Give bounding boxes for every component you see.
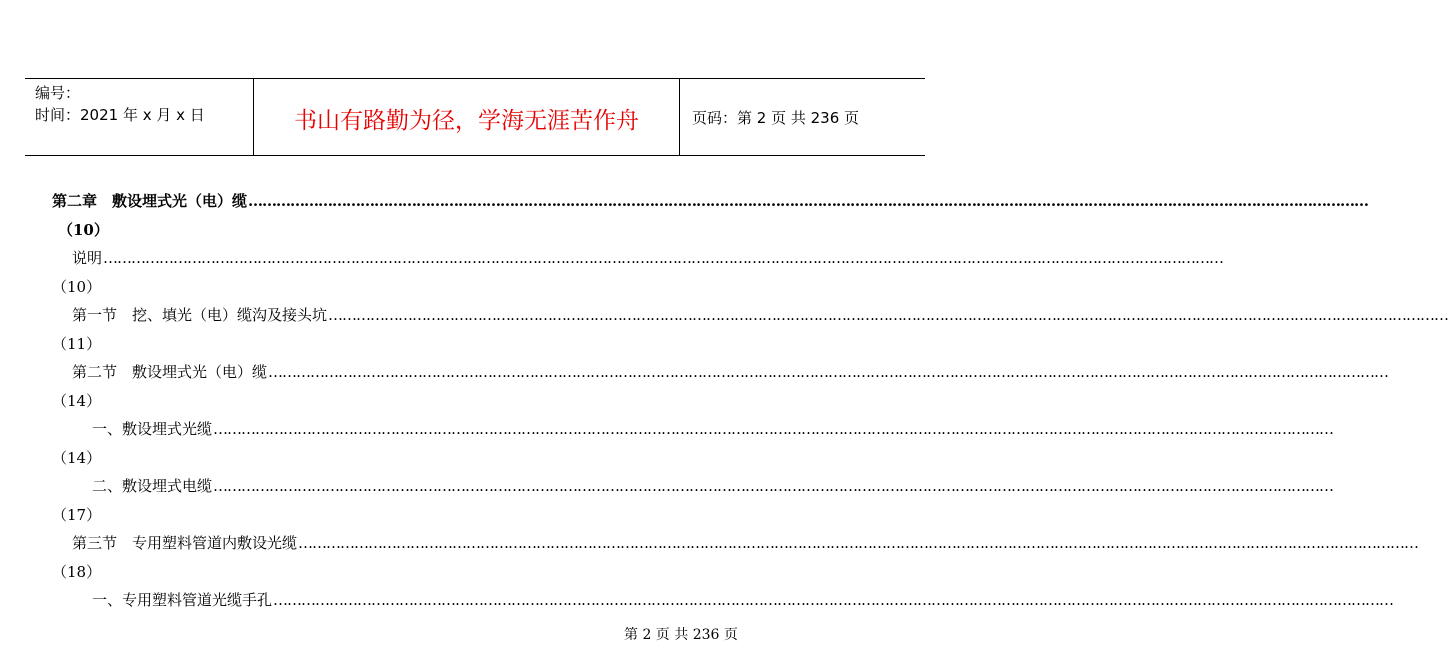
page-info-cell: [680, 79, 925, 155]
toc-leader-dots: ……………………………………………………………………………………………………………………………………………………………………………………………………………………: [273, 591, 1394, 609]
toc-leader-dots: ……………………………………………………………………………………………………………………………………………………………………………………………………………………: [268, 363, 1389, 381]
toc-entry: [52, 244, 1224, 273]
toc-title: 一、专用塑料管道光缆手孔: [92, 591, 273, 609]
toc-leader-dots: ……………………………………………………………………………………………………………………………………………………………………………………………………………………: [328, 306, 1448, 324]
toc-page-number: （17）: [52, 505, 102, 524]
toc-title: 第三节 专用塑料管道内敷设光缆: [72, 534, 298, 552]
toc-title: 第二章 敷设埋式光（电）缆: [52, 192, 248, 210]
page-info-text: 页码：第 2 页 共 236 页: [692, 108, 860, 127]
toc-leader-dots: ……………………………………………………………………………………………………………………………………………………………………………………………………………………: [213, 477, 1334, 495]
toc-page-number: （14）: [52, 448, 102, 467]
toc-entry: [52, 301, 1448, 330]
toc-title: 说明: [72, 249, 103, 267]
toc-title: 一、敷设埋式光缆: [92, 420, 213, 438]
toc-page-number: （10）: [58, 220, 109, 239]
toc-entry: [52, 415, 1334, 444]
toc-page-number: （18）: [52, 562, 102, 581]
motto-cell: [254, 79, 680, 155]
page-footer: [624, 624, 738, 644]
toc-page-number: （11）: [52, 334, 102, 353]
toc-title: 第二节 敷设埋式光（电）缆: [72, 363, 268, 381]
toc-leader-dots: ……………………………………………………………………………………………………………………………………………………………………………………………………………………: [298, 534, 1419, 552]
number-label: 编号：: [35, 84, 81, 102]
toc-title: 二、敷设埋式电缆: [92, 477, 213, 495]
table-of-contents: [52, 187, 1448, 615]
toc-leader-dots: ……………………………………………………………………………………………………………………………………………………………………………………………………………………: [213, 420, 1334, 438]
toc-page-number: （14）: [52, 391, 102, 410]
header-meta-cell: [25, 79, 254, 155]
time-label: 时间：2021 年 x 月 x 日: [35, 106, 205, 124]
toc-entry: [52, 358, 1389, 387]
toc-leader-dots: ……………………………………………………………………………………………………………………………………………………………………………………………………………………: [103, 249, 1224, 267]
toc-title: 第一节 挖、填光（电）缆沟及接头坑: [72, 306, 328, 324]
toc-entry: [52, 586, 1394, 615]
motto-text: 书山有路勤为径，学海无涯苦作舟: [294, 107, 639, 134]
toc-entry: [52, 472, 1334, 501]
toc-chapter: [52, 187, 1369, 216]
toc-entry: [52, 529, 1419, 558]
footer-page-text: 第 2 页 共 236 页: [624, 627, 738, 643]
header-table: [25, 78, 925, 156]
toc-leader-dots: ……………………………………………………………………………………………………………………………………………………………………………………………………………………: [248, 192, 1369, 210]
toc-page-number: （10）: [52, 277, 102, 296]
